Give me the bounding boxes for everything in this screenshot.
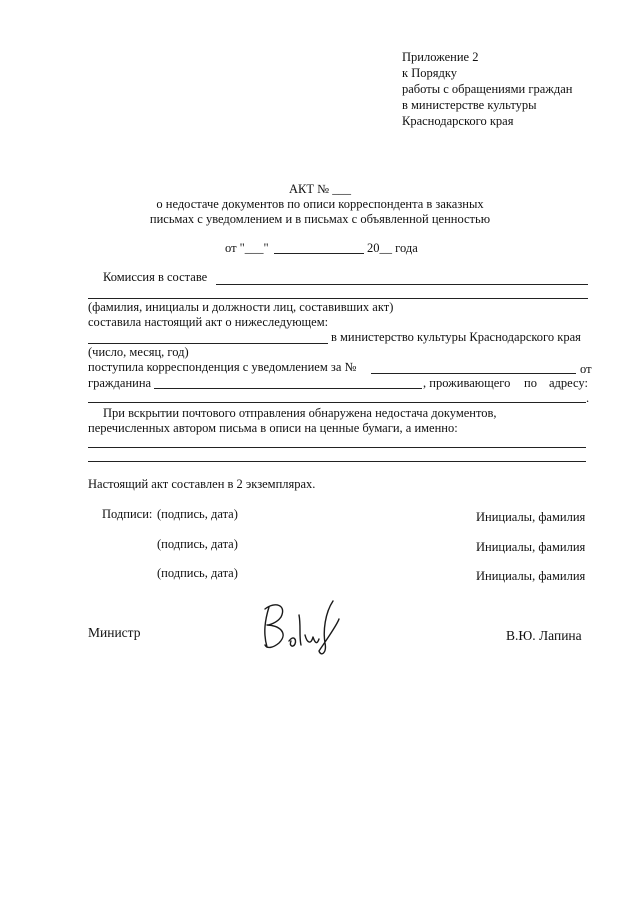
signature-row-left: (подпись, дата) [157,566,238,580]
missing-docs-blank-2 [88,461,586,462]
appendix-line: в министерстве культуры [402,98,537,112]
minister-name: В.Ю. Лапина [506,628,582,643]
signature-row-left: (подпись, дата) [157,507,238,521]
date-hint: (число, месяц, год) [88,345,189,359]
citizen-label: гражданина [88,376,152,390]
address-blank [88,402,586,403]
date-year: 20__ года [367,241,418,255]
ministry-text: в министерство культуры Краснодарского края [331,330,581,344]
minister-title: Министр [88,625,141,640]
citizen-blank [154,388,422,389]
number-blank [371,373,576,374]
act-subtitle-line: письмах с уведомлением и в письмах с объявленной ценностью [149,212,491,226]
address-word: адресу: [549,376,588,390]
drafted-text: составила настоящий акт о нижеследующем: [88,315,329,329]
from-word: от [580,362,592,376]
act-number: АКТ № ___ [289,182,351,196]
residing-text: , проживающего [423,376,511,390]
missing-docs-blank-1 [88,447,586,448]
signature-row-right: Инициалы, фамилия [476,510,586,524]
act-title [0,182,640,227]
signature-row-left: (подпись, дата) [157,537,238,551]
date-blank [88,343,328,344]
appendix-line: работы с обращениями граждан [402,82,573,96]
appendix-header [402,49,573,129]
commission-hint: (фамилия, инициалы и должности лиц, составивших акт) [88,300,394,314]
appendix-line: к Порядку [402,66,457,80]
signatures-label: Подписи: [102,507,153,521]
received-text: поступила корреспонденция с уведомлением за № [88,360,357,374]
by-word: по [524,376,537,390]
copies-text: Настоящий акт составлен в 2 экземплярах. [88,477,316,491]
date-month-blank [274,253,364,254]
signature-row-right: Инициалы, фамилия [476,540,586,554]
appendix-line: Приложение 2 [402,50,479,64]
act-subtitle-line: о недостаче документов по описи корреспондента в заказных [156,197,484,211]
commission-blank-2 [88,298,588,299]
opening-text-1: При вскрытии почтового отправления обнаружена недостача документов, [103,406,497,420]
commission-label: Комиссия в составе [103,270,208,284]
opening-text-2: перечисленных автором письма в описи на ценные бумаги, а именно: [88,421,458,435]
appendix-line: Краснодарского края [402,114,514,128]
commission-blank [216,284,588,285]
date-from: от "___" [225,241,269,255]
signature-row-right: Инициалы, фамилия [476,569,586,583]
address-dot: . [586,391,590,405]
handwritten-signature [255,595,355,665]
